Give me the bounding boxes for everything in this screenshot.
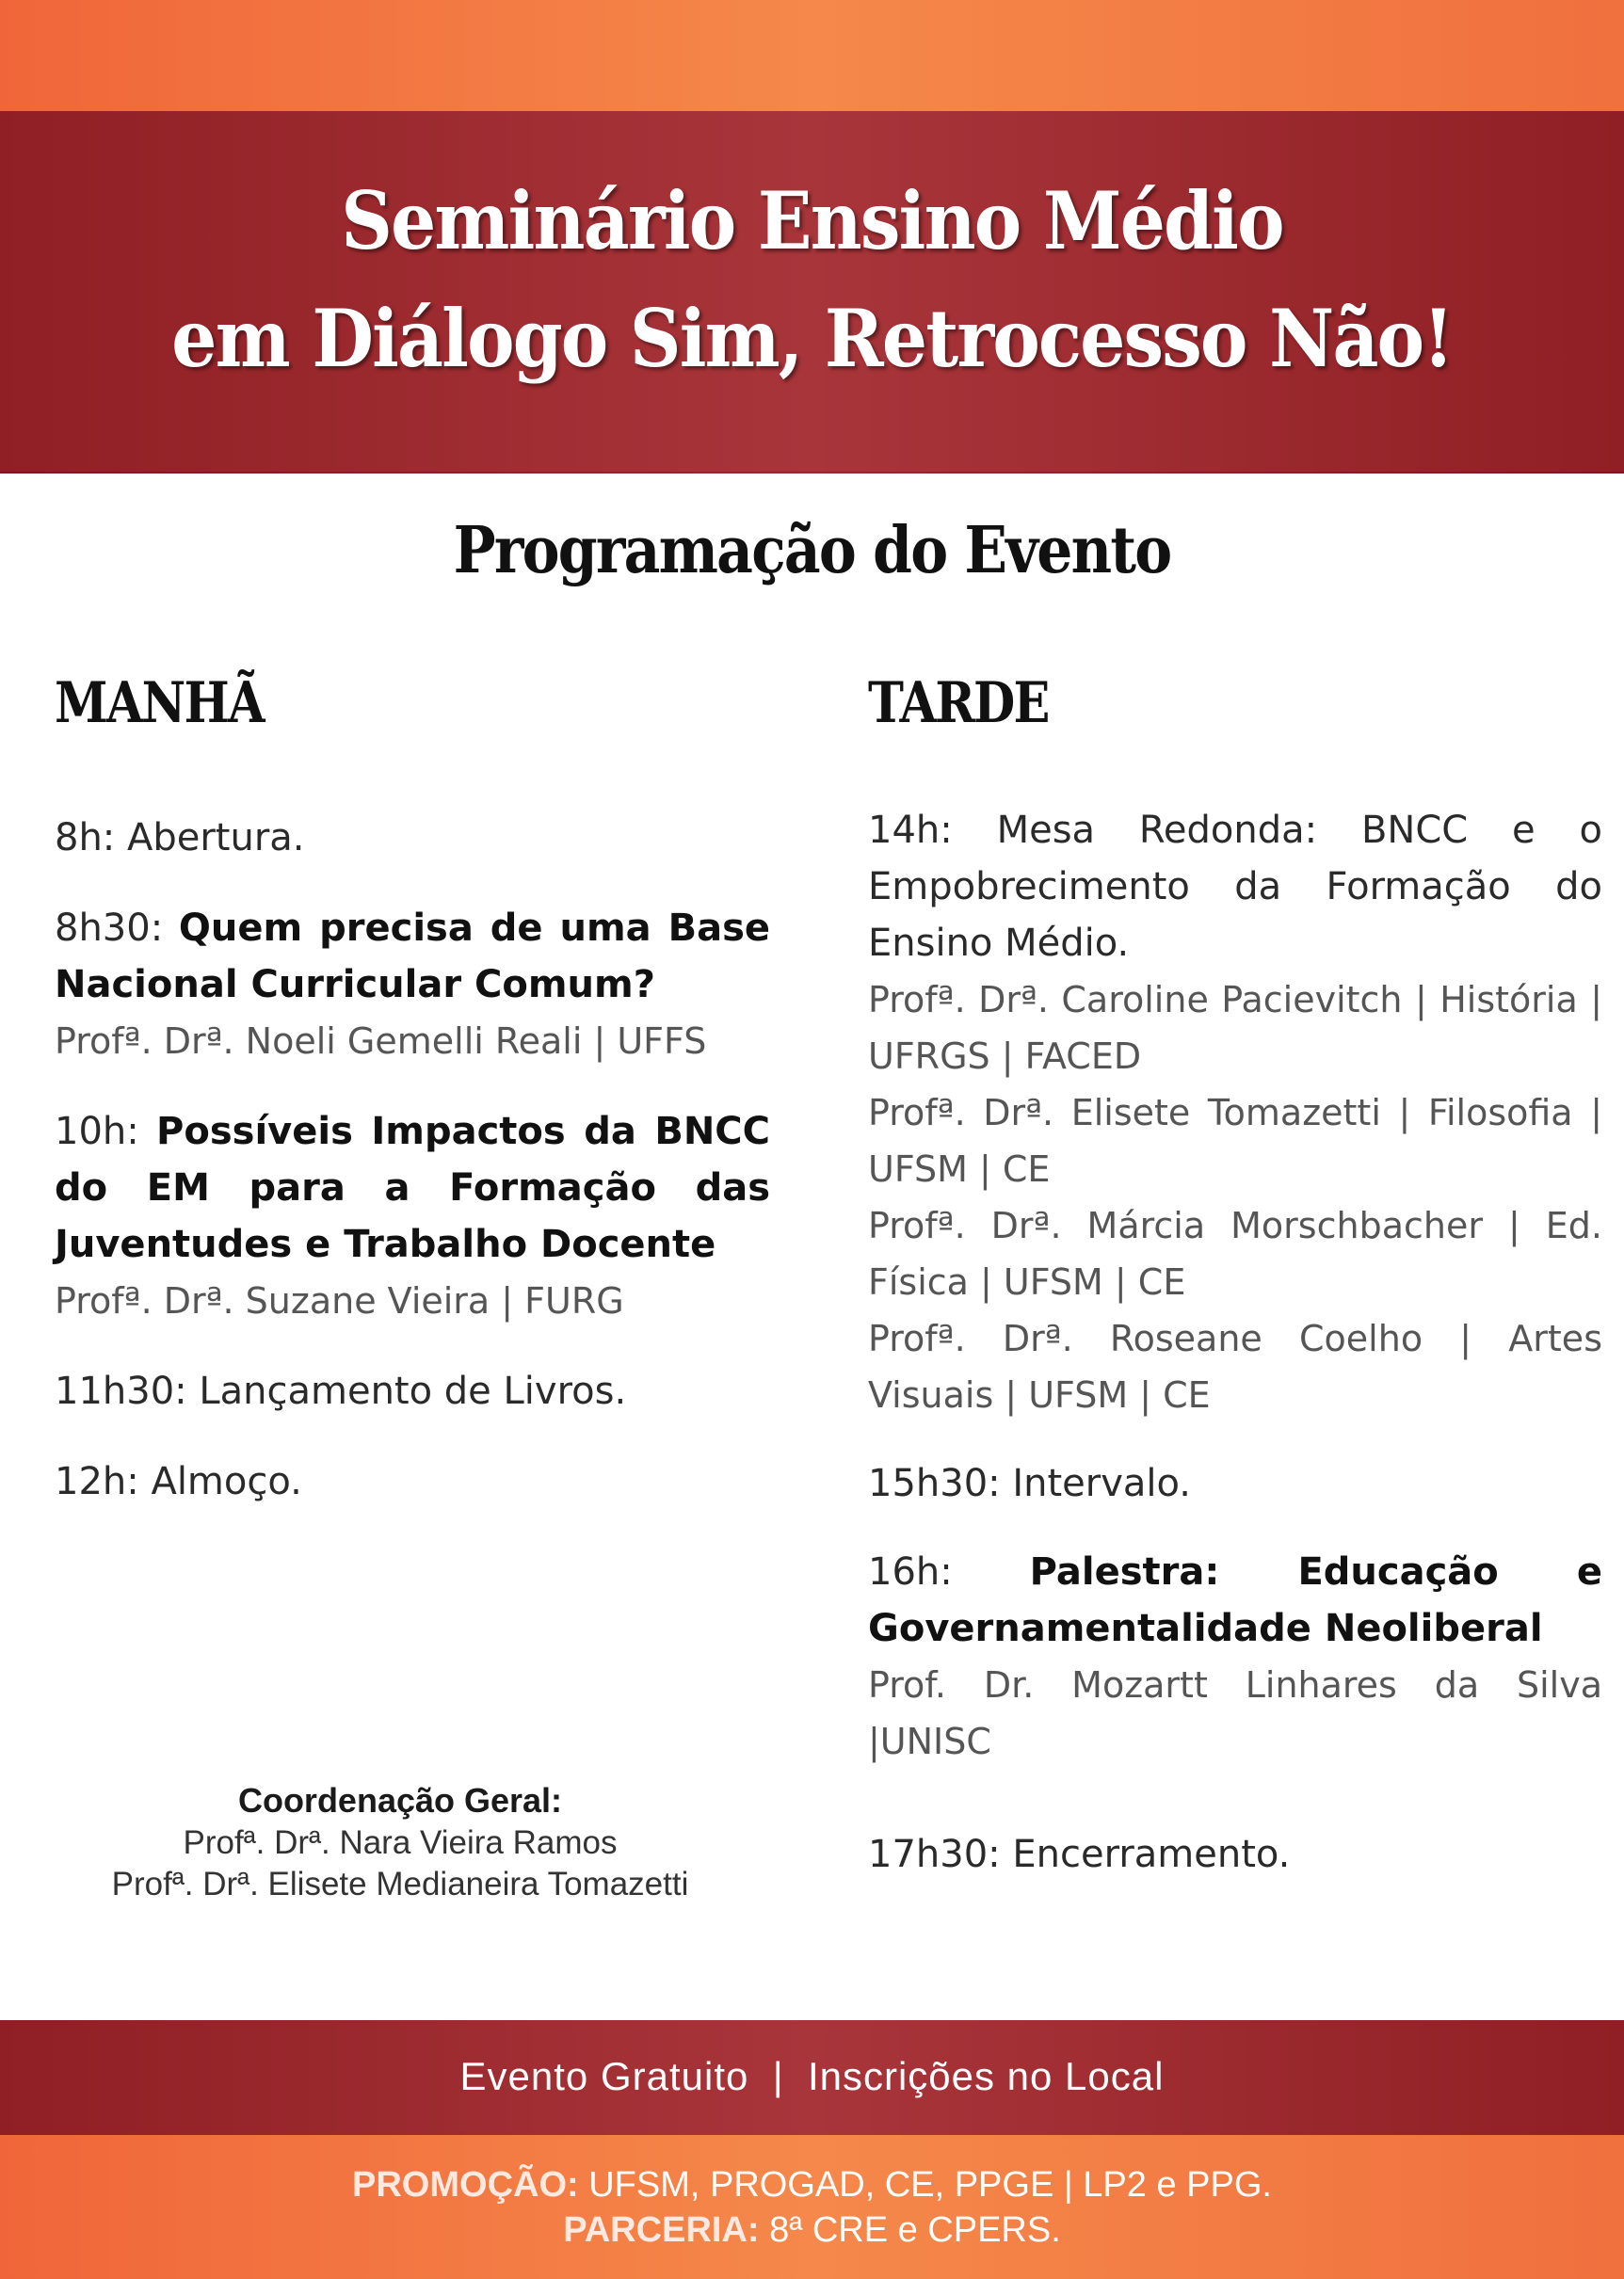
item-time: 15h30: bbox=[868, 1462, 1001, 1505]
item-speaker: Profª. Drª. Caroline Pacievitch | História | UFRGS | FACED bbox=[868, 979, 1602, 1077]
item-time: 8h30: bbox=[55, 907, 164, 950]
top-orange-band bbox=[0, 0, 1624, 113]
coordination-block bbox=[38, 1779, 763, 1905]
item-text: Almoço. bbox=[151, 1460, 302, 1503]
coordination-title: Coordenação Geral: bbox=[237, 1781, 563, 1820]
item-speaker: Profª. Drª. Elisete Tomazetti | Filosofia | UFSM | CE bbox=[868, 1092, 1602, 1190]
promotion-line bbox=[0, 2165, 1624, 2206]
item-speaker: Profª. Drª. Suzane Vieira | FURG bbox=[55, 1280, 624, 1322]
afternoon-heading: TARDE bbox=[868, 670, 1049, 736]
item-text: Palestra: Educação e Governamentalidade Neoliberal bbox=[868, 1550, 1602, 1650]
coordinator-name: Profª. Drª. Elisete Medianeira Tomazetti bbox=[111, 1866, 689, 1902]
schedule-item bbox=[868, 1826, 1602, 1883]
item-time: 10h: bbox=[55, 1110, 139, 1153]
item-speaker: Profª. Drª. Noeli Gemelli Reali | UFFS bbox=[55, 1020, 707, 1062]
schedule-item bbox=[55, 1363, 770, 1420]
promotion-label: PROMOÇÃO: bbox=[352, 2165, 579, 2205]
schedule-item bbox=[868, 1455, 1602, 1512]
item-text: Quem precisa de uma Base Nacional Curricular Comum? bbox=[55, 907, 771, 1006]
item-time: 12h: bbox=[55, 1460, 139, 1503]
program-title: Programação do Evento bbox=[453, 513, 1171, 588]
item-time: 8h: bbox=[55, 816, 116, 859]
item-text: Intervalo. bbox=[1012, 1462, 1192, 1505]
item-time: 16h: bbox=[868, 1550, 953, 1594]
event-info: Evento Gratuito | Inscrições no Local bbox=[459, 2054, 1165, 2098]
item-speaker: Profª. Drª. Roseane Coelho | Artes Visuais | UFSM | CE bbox=[868, 1318, 1602, 1416]
item-text: Mesa Redonda: BNCC e o Empobrecimento da Formação do Ensino Médio. bbox=[868, 809, 1602, 965]
schedule-item bbox=[55, 1103, 770, 1329]
event-title-line1: Seminário Ensino Médio bbox=[341, 174, 1283, 267]
schedule-item bbox=[55, 810, 770, 866]
partnership-text: 8ª CRE e CPERS. bbox=[769, 2210, 1061, 2250]
item-text: Abertura. bbox=[127, 816, 305, 859]
item-speaker: Prof. Dr. Mozartt Linhares da Silva |UNISC bbox=[868, 1664, 1602, 1762]
promotion-text: UFSM, PROGAD, CE, PPGE | LP2 e PPG. bbox=[588, 2165, 1272, 2205]
schedule-item bbox=[55, 900, 770, 1069]
item-speaker: Profª. Drª. Márcia Morschbacher | Ed. Física | UFSM | CE bbox=[868, 1205, 1602, 1303]
footer-sponsors-band bbox=[0, 2135, 1624, 2279]
morning-heading: MANHÃ bbox=[55, 670, 264, 736]
item-text: Encerramento. bbox=[1012, 1833, 1291, 1876]
schedule-item bbox=[868, 802, 1602, 1423]
morning-schedule bbox=[55, 810, 770, 1510]
item-text: Lançamento de Livros. bbox=[199, 1370, 627, 1413]
item-text: Possíveis Impactos da BNCC do EM para a Formação das Juventudes e Trabalho Docente bbox=[55, 1110, 770, 1266]
item-time: 14h: bbox=[868, 809, 953, 852]
item-time: 11h30: bbox=[55, 1370, 187, 1413]
coordinator-name: Profª. Drª. Nara Vieira Ramos bbox=[183, 1824, 618, 1861]
item-time: 17h30: bbox=[868, 1833, 1001, 1876]
event-title-line2: em Diálogo Sim, Retrocesso Não! bbox=[171, 292, 1453, 385]
footer-info-band bbox=[0, 2020, 1624, 2135]
schedule-item bbox=[55, 1453, 770, 1510]
schedule-item bbox=[868, 1544, 1602, 1770]
partnership-line bbox=[0, 2210, 1624, 2251]
afternoon-schedule bbox=[868, 802, 1602, 1883]
partnership-label: PARCERIA: bbox=[563, 2210, 760, 2250]
